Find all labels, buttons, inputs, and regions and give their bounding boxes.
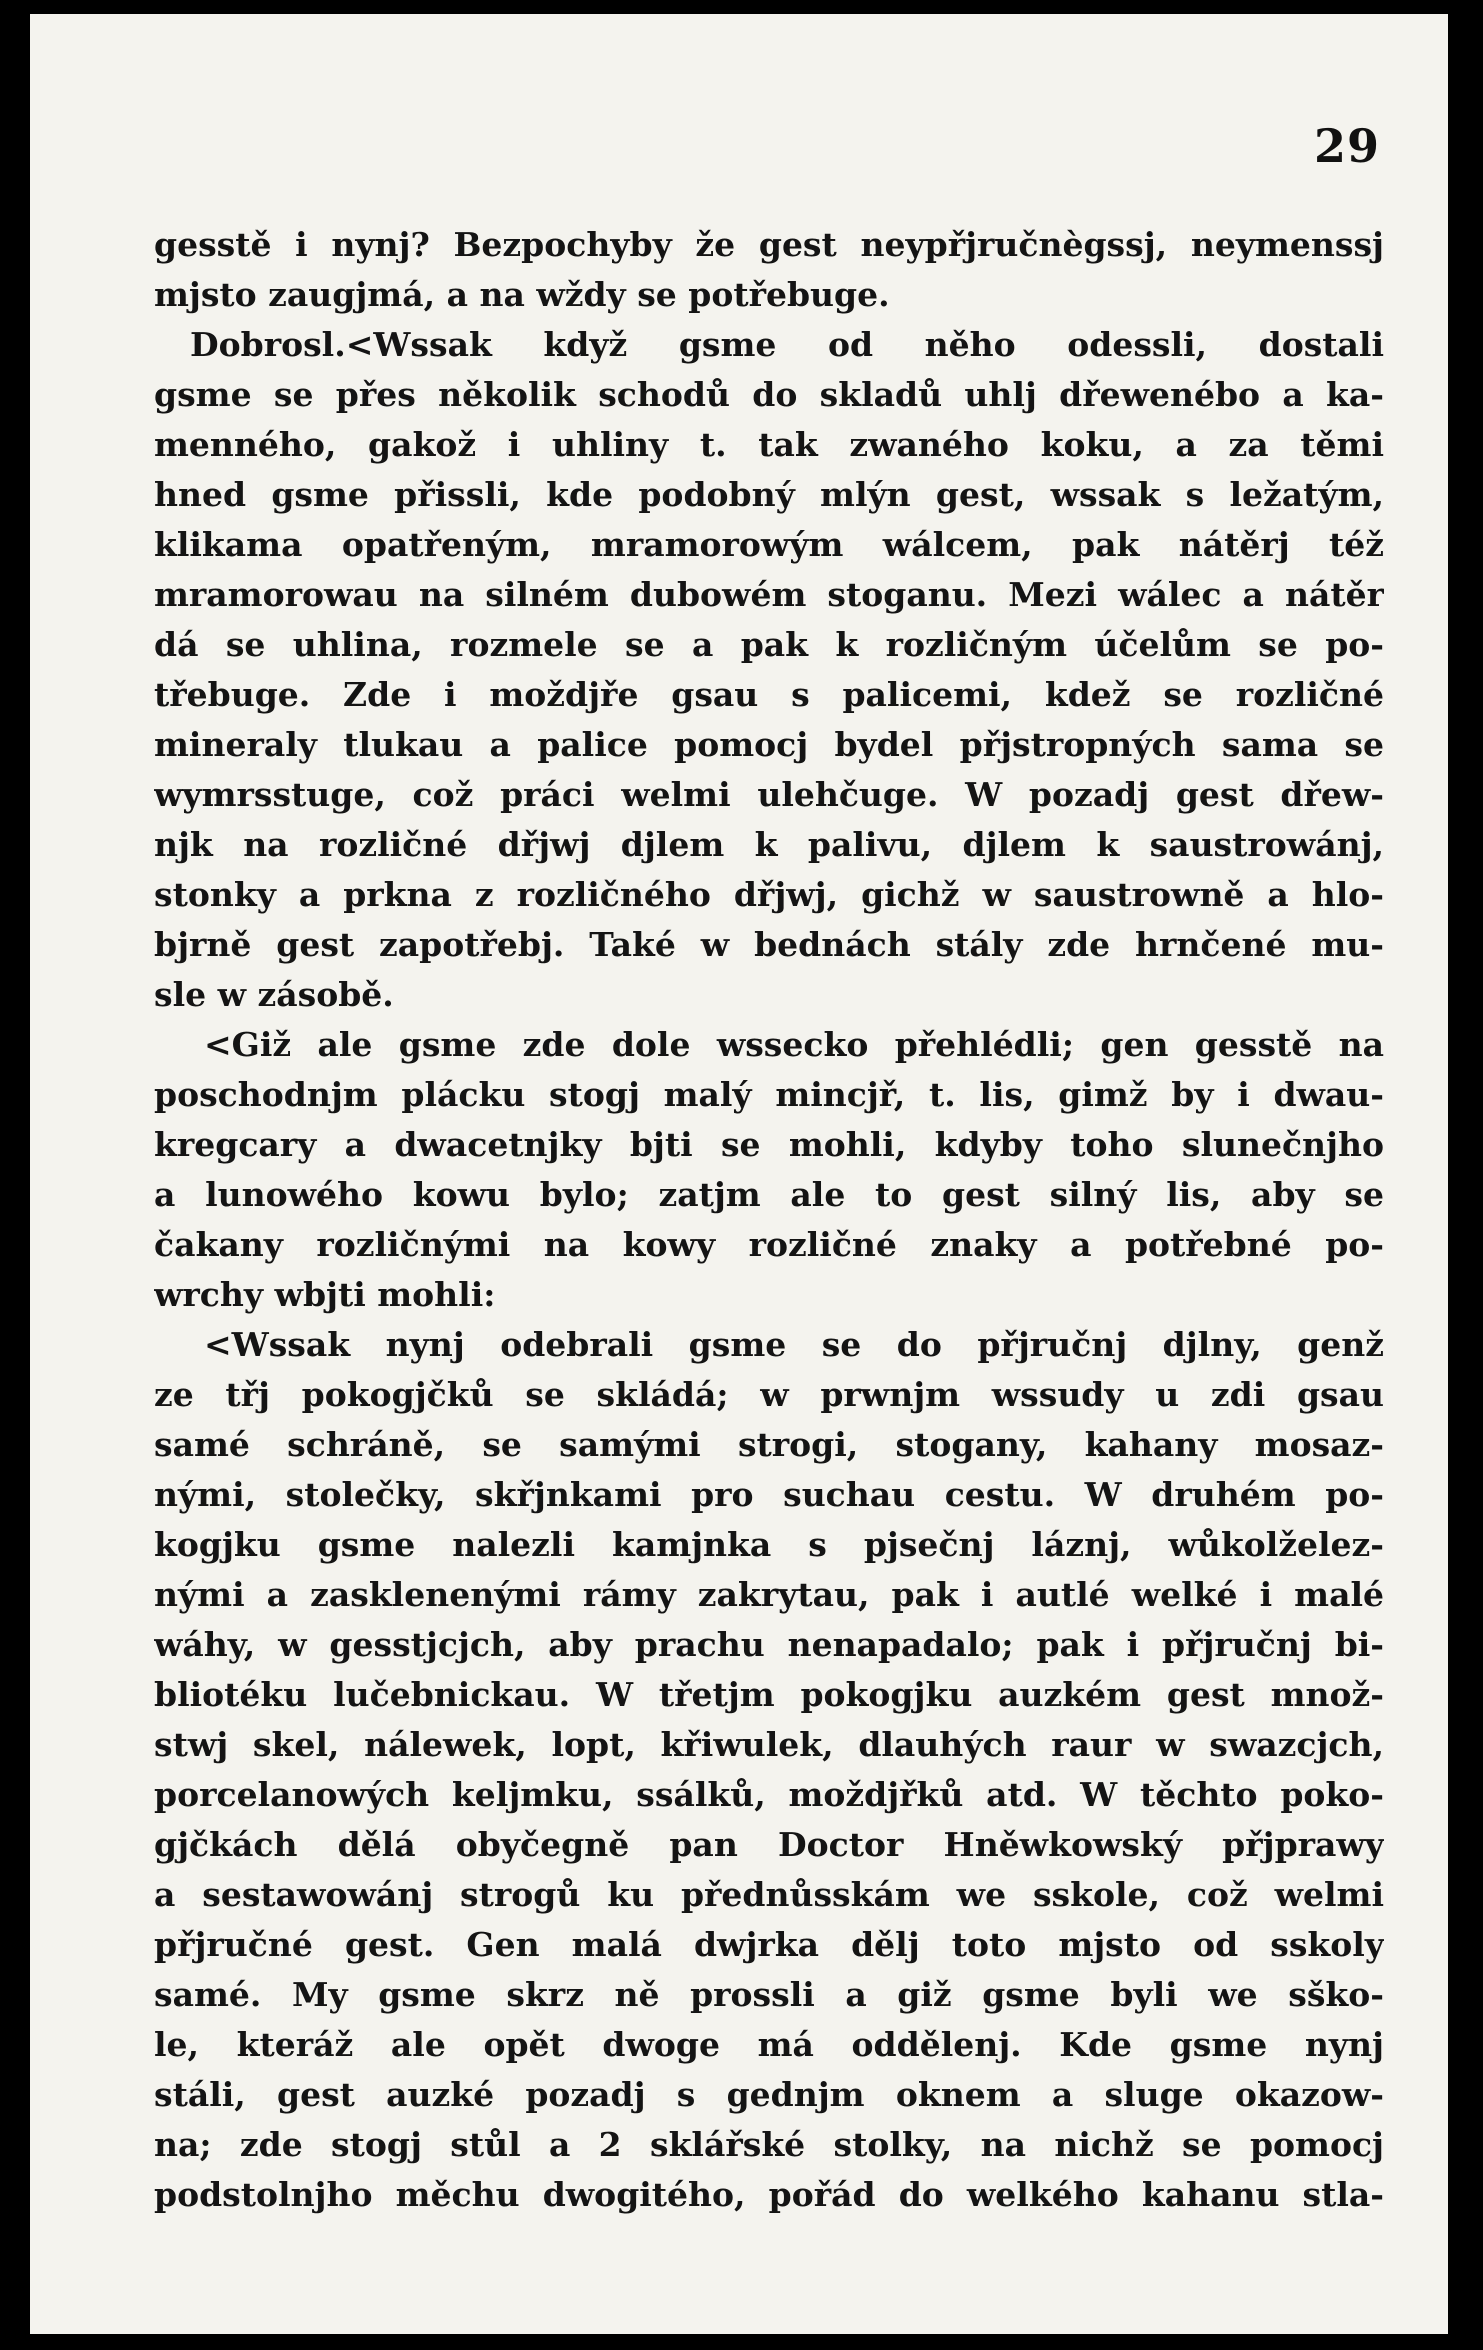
text-line: a sestawowánj strogů ku přednůsskám we sskole, což welmi xyxy=(154,1875,1384,1914)
text-line: dá se uhlina, rozmele se a pak k rozličným účelům se po- xyxy=(154,625,1384,664)
text-line: <Wssak nynj odebrali gsme se do přjručnj djlny, genž xyxy=(204,1325,1384,1364)
text-line: le, kteráž ale opět dwoge má oddělenj. Kde gsme nynj xyxy=(154,2025,1384,2064)
text-line: nými, stolečky, skřjnkami pro suchau cestu. W druhém po- xyxy=(154,1475,1384,1514)
text-line: wáhy, w gesstjcjch, aby prachu nenapadalo; pak i přjručnj bi- xyxy=(154,1625,1384,1664)
text-line: přjručné gest. Gen malá dwjrka dělj toto mjsto od sskoly xyxy=(154,1925,1384,1964)
text-line: gsme se přes několik schodů do skladů uhlj dřewenébo a ka- xyxy=(154,375,1384,414)
book-page xyxy=(30,14,1448,2334)
text-line: stonky a prkna z rozličného dřjwj, gichž w saustrowně a hlo- xyxy=(154,875,1384,914)
text-line: mramorowau na silném dubowém stoganu. Mezi wálec a nátěr xyxy=(154,575,1384,614)
text-line: njk na rozličné dřjwj djlem k palivu, djlem k saustrowánj, xyxy=(154,825,1384,864)
text-line: stáli, gest auzké pozadj s gednjm oknem a sluge okazow- xyxy=(154,2075,1384,2114)
text-line: podstolnjho měchu dwogitého, pořád do welkého kahanu stla- xyxy=(154,2175,1384,2214)
text-line: bjrně gest zapotřebj. Také w bednách stály zde hrnčené mu- xyxy=(154,925,1384,964)
text-line: porcelanowých keljmku, ssálků, moždjřků atd. W těchto poko- xyxy=(154,1775,1384,1814)
text-line: samé. My gsme skrz ně prossli a giž gsme byli we sško- xyxy=(154,1975,1384,2014)
text-line: třebuge. Zde i moždjře gsau s palicemi, kdež se rozličné xyxy=(154,675,1384,714)
text-line: mjsto zaugjmá, a na wždy se potřebuge. xyxy=(154,275,890,314)
text-line: wrchy wbjti mohli: xyxy=(154,1275,496,1314)
text-line: wymrsstuge, což práci welmi ulehčuge. W pozadj gest dřew- xyxy=(154,775,1384,814)
text-line: <Giž ale gsme zde dole wssecko přehlédli; gen gesstě na xyxy=(204,1025,1384,1064)
text-line: Dobrosl.<Wssak když gsme od něho odessli, dostali xyxy=(190,325,1384,364)
text-line: samé schráně, se samými strogi, stogany, kahany mosaz- xyxy=(154,1425,1384,1464)
text-line: stwj skel, nálewek, lopt, křiwulek, dlauhých raur w swazcjch, xyxy=(154,1725,1384,1764)
text-line: a lunowého kowu bylo; zatjm ale to gest silný lis, aby se xyxy=(154,1175,1384,1214)
text-line: gjčkách dělá obyčegně pan Doctor Hněwkowský přjprawy xyxy=(154,1825,1384,1864)
text-line: mineraly tlukau a palice pomocj bydel přjstropných sama se xyxy=(154,725,1384,764)
text-line: bliotéku lučebnickau. W třetjm pokogjku auzkém gest množ- xyxy=(154,1675,1384,1714)
text-line: hned gsme přissli, kde podobný mlýn gest, wssak s ležatým, xyxy=(154,475,1384,514)
text-line: gesstě i nynj? Bezpochyby že gest neypřjručnègssj, neymenssj xyxy=(154,225,1384,264)
text-line: poschodnjm plácku stogj malý mincjř, t. lis, gimž by i dwau- xyxy=(154,1075,1384,1114)
text-line: na; zde stogj stůl a 2 sklářské stolky, na nichž se pomocj xyxy=(154,2125,1384,2164)
text-line: klikama opatřeným, mramorowým wálcem, pak nátěrj též xyxy=(154,525,1384,564)
text-line: kogjku gsme nalezli kamjnka s pjsečnj láznj, wůkolželez- xyxy=(154,1525,1384,1564)
text-line: ze třj pokogjčků se skládá; w prwnjm wssudy u zdi gsau xyxy=(154,1375,1384,1414)
text-line: čakany rozličnými na kowy rozličné znaky a potřebné po- xyxy=(154,1225,1384,1264)
text-line: sle w zásobě. xyxy=(154,975,394,1014)
text-line: kregcary a dwacetnjky bjti se mohli, kdyby toho slunečnjho xyxy=(154,1125,1384,1164)
body-text xyxy=(154,220,1384,2220)
text-line: nými a zasklenenými rámy zakrytau, pak i autlé welké i malé xyxy=(154,1575,1384,1614)
text-line: menného, gakož i uhliny t. tak zwaného koku, a za těmi xyxy=(154,425,1384,464)
page-number: 29 xyxy=(1313,119,1380,173)
